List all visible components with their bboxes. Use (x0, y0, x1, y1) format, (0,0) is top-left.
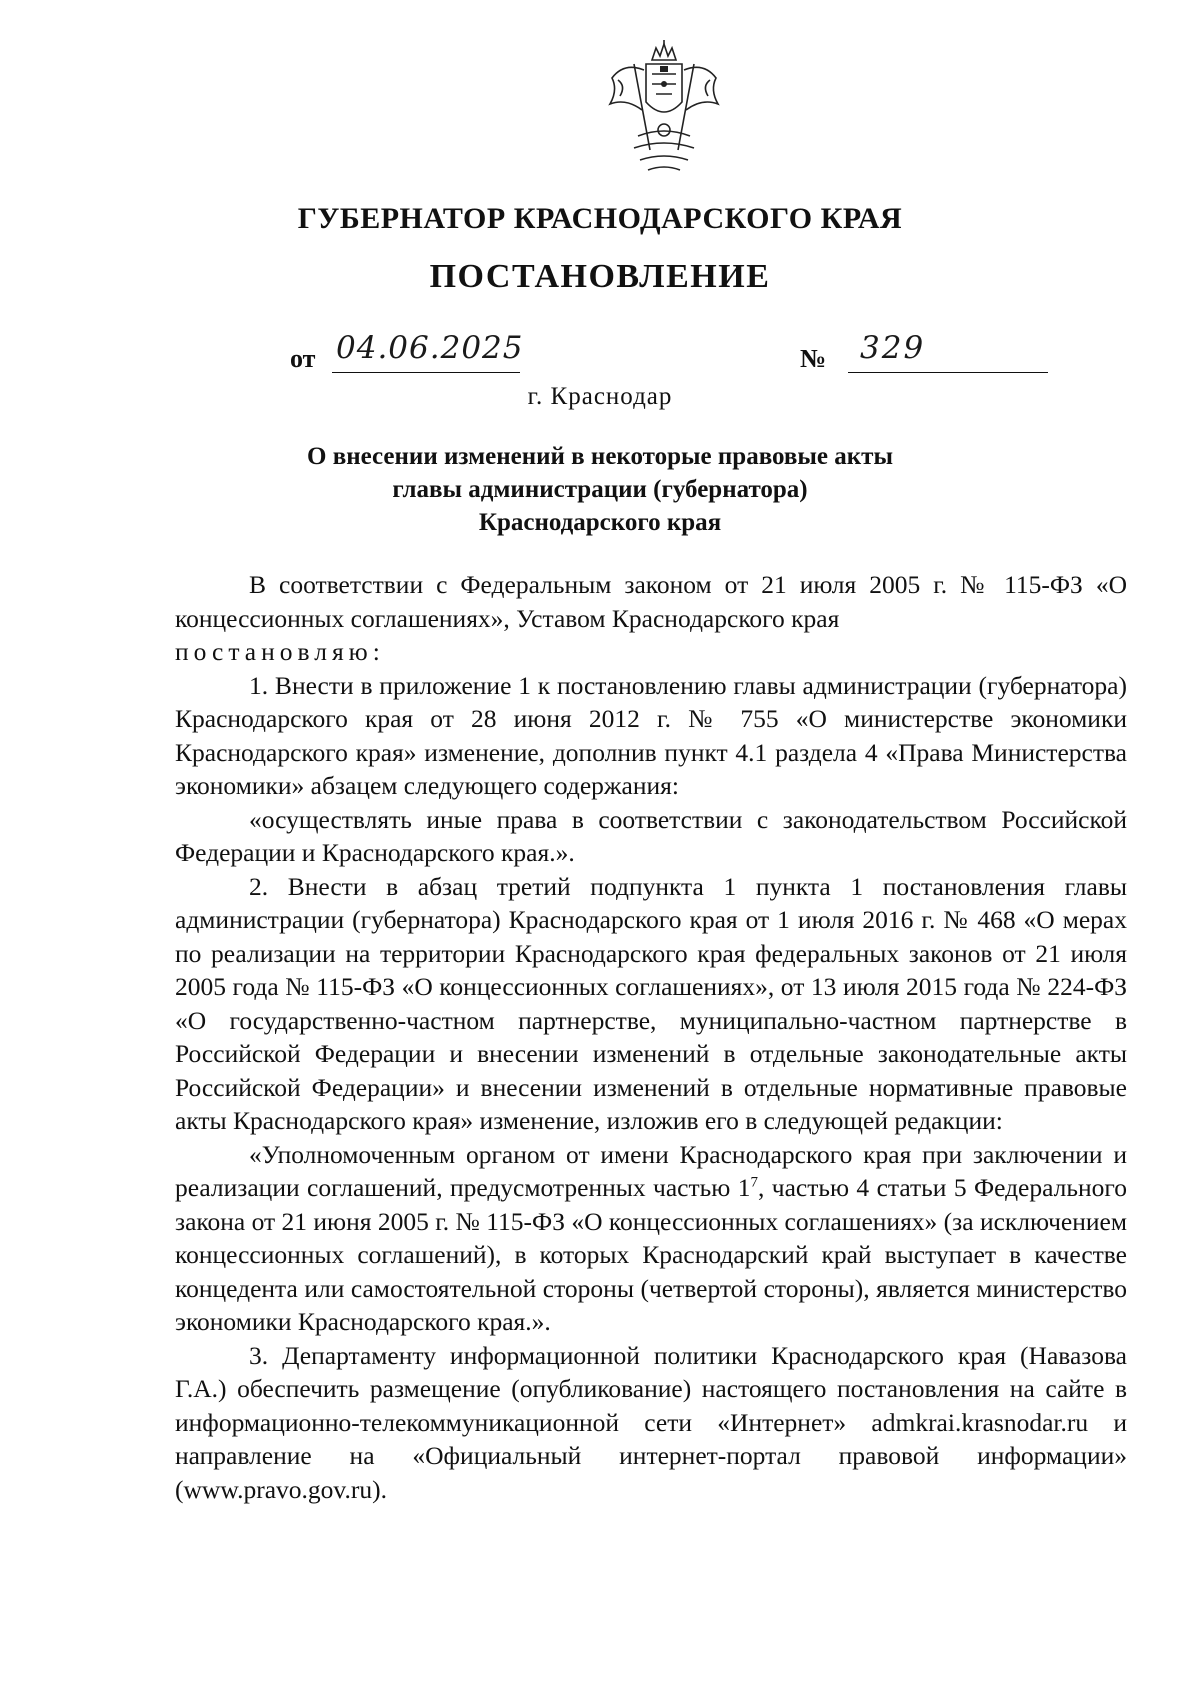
resolve-paragraph: постановляю: (175, 637, 385, 666)
item-2-quote-part-a: «Уполномоченным органом от имени Краснодарского края при заключении и реализации соглашений, предусмотренных частью 1 (175, 1139, 1127, 1202)
item-3-paragraph: 3. Департаменту информационной политики Краснодарского края (Навазова Г.А.) обеспечить размещение (опубликование) настоящего постановления на сайте в информационно-телекоммуникационной сети «Интернет» admkrai.krasnodar.ru и направление на «Официальный интернет-портал правовой информации» (www.pravo.gov.ru). (175, 1340, 1127, 1504)
item-1-paragraph: 1. Внести в приложение 1 к постановлению главы администрации (губернатора) Краснодарского края от 28 июня 2012 г. № 755 «О министерстве экономики Краснодарского края» изменение, дополнив пункт 4.1 раздела 4 «Права Министерства экономики» абзацем следующего содержания: (175, 670, 1127, 800)
date-prefix: от (290, 344, 316, 373)
date-underline (332, 372, 520, 373)
decree-number: 329 (860, 330, 926, 366)
subject-line: Краснодарского края (478, 509, 722, 536)
decree-subject (0, 440, 1200, 539)
subject-line: главы администрации (губернатора) (392, 476, 808, 503)
date-number-row (290, 330, 1050, 378)
decree-date: 04.06.2025 (336, 330, 524, 366)
subject-line: О внесении изменений в некоторые правовые акты (307, 443, 893, 470)
document-type-title: ПОСТАНОВЛЕНИЕ (429, 258, 771, 295)
authority-title: ГУБЕРНАТОР КРАСНОДАРСКОГО КРАЯ (297, 202, 903, 235)
decree-body (175, 568, 1127, 1506)
number-label: № (800, 344, 827, 373)
item-1-quote-paragraph: «осуществлять иные права в соответствии с законодательством Российской Федерации и Краснодарского края.». (175, 804, 1127, 867)
item-2-paragraph: 2. Внести в абзац третий подпункта 1 пункта 1 постановления главы администрации (губернатора) Краснодарского края от 1 июля 2016 г. № 468 «О мерах по реализации на территории Краснодарского края федеральных законов от 21 июля 2005 года № 115-ФЗ «О концессионных соглашениях», от 13 июля 2015 года № 224-ФЗ «О государственно-частном партнерстве, муниципально-частном партнерстве в Российской Федерации и внесении изменений в отдельные законодательные акты Российской Федерации» и внесении изменений в отдельные нормативные правовые акты Краснодарского края» изменение, изложив его в следующей редакции: (175, 871, 1127, 1135)
preamble-paragraph: В соответствии с Федеральным законом от 21 июля 2005 г. № 115-ФЗ «О концессионных соглашениях», Уставом Краснодарского края (175, 570, 1127, 633)
issue-city: г. Краснодар (527, 383, 673, 410)
number-underline (848, 372, 1048, 373)
krasnodar-coat-of-arms-icon (604, 40, 724, 190)
superscript-index: 7 (750, 1174, 758, 1191)
item-2-quote-paragraph (175, 1138, 1127, 1339)
item-2-quote-part-b: , частью 4 статьи 5 Федерального закона от 21 июня 2005 г. № 115-ФЗ «О концессионных соглашениях» (за исключением концессионных соглашений), в которых Краснодарский край выступает в качестве концедента или самостоятельной стороны (четвертой стороны), является министерство экономики Краснодарского края.». (175, 1173, 1127, 1336)
